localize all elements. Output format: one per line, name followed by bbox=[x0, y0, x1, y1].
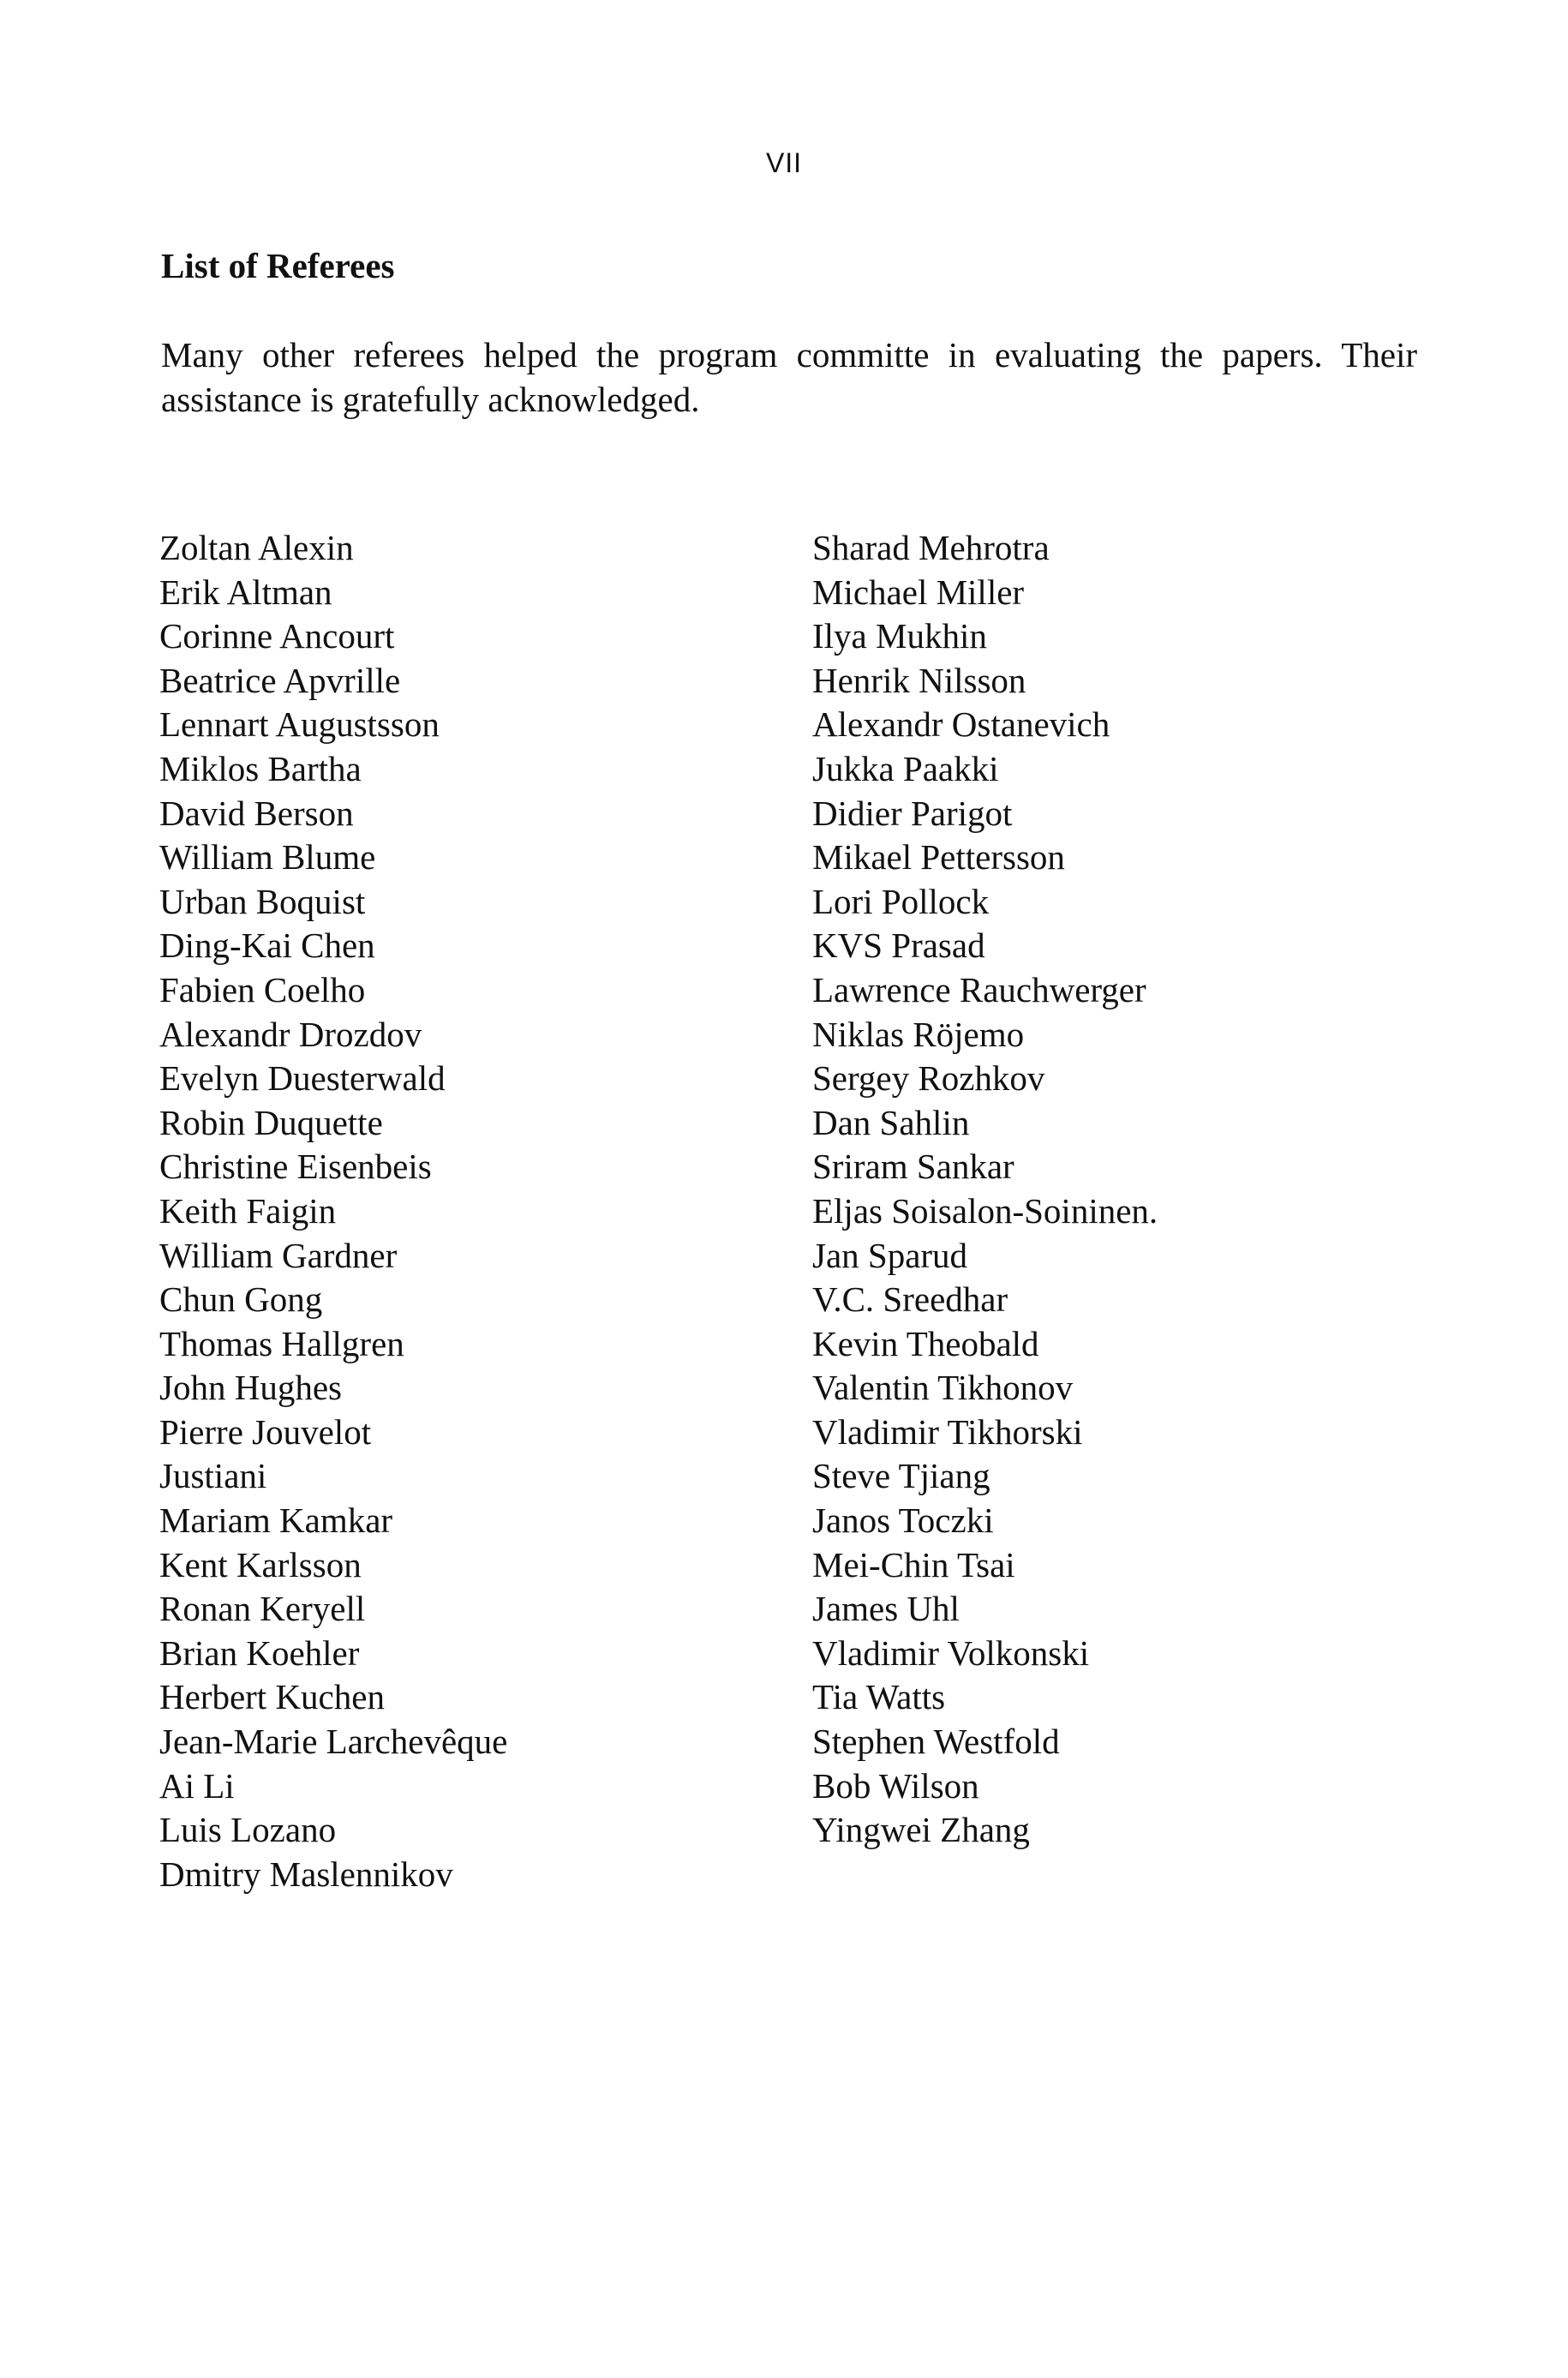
referee-name: Jean-Marie Larchevêque bbox=[159, 1722, 508, 1762]
referee-name: Eljas Soisalon-Soininen. bbox=[812, 1190, 1158, 1231]
referee-name: David Berson bbox=[159, 793, 354, 833]
referee-name: James Uhl bbox=[812, 1589, 960, 1629]
referee-name: V.C. Sreedhar bbox=[812, 1279, 1008, 1320]
referee-name: Chun Gong bbox=[159, 1279, 323, 1320]
referee-name: Keith Faigin bbox=[159, 1190, 337, 1231]
referee-name: Pierre Jouvelot bbox=[159, 1411, 372, 1452]
referee-name: Valentin Tikhonov bbox=[812, 1368, 1074, 1408]
referee-name: Alexandr Drozdov bbox=[159, 1014, 422, 1054]
referee-name: Ai Li bbox=[159, 1765, 235, 1806]
referee-name: Henrik Nilsson bbox=[812, 660, 1026, 700]
referee-name: Fabien Coelho bbox=[159, 969, 366, 1009]
referee-name: Zoltan Alexin bbox=[159, 528, 354, 567]
referee-name: Alexandr Ostanevich bbox=[812, 704, 1110, 745]
referee-name: Yingwei Zhang bbox=[812, 1810, 1030, 1850]
referee-name: Corinne Ancourt bbox=[159, 616, 395, 656]
referee-name: Dan Sahlin bbox=[812, 1102, 970, 1142]
referee-name: William Gardner bbox=[159, 1235, 398, 1275]
referee-name: Justiani bbox=[159, 1456, 267, 1496]
referee-name: Ronan Keryell bbox=[159, 1589, 366, 1629]
referee-name: Sriram Sankar bbox=[812, 1147, 1014, 1187]
referee-name: Michael Miller bbox=[812, 572, 1025, 612]
referee-name: Lawrence Rauchwerger bbox=[812, 969, 1146, 1009]
referee-name: Sergey Rozhkov bbox=[812, 1058, 1045, 1099]
referee-name: Ilya Mukhin bbox=[812, 616, 987, 656]
referee-name: Sharad Mehrotra bbox=[812, 528, 1050, 567]
referee-name: Evelyn Duesterwald bbox=[159, 1058, 446, 1099]
referee-name: Herbert Kuchen bbox=[159, 1677, 385, 1717]
referee-name: Luis Lozano bbox=[159, 1810, 337, 1850]
referee-name: Vladimir Tikhorski bbox=[812, 1411, 1083, 1452]
referee-name: Jan Sparud bbox=[812, 1235, 968, 1275]
referee-name: Kevin Theobald bbox=[812, 1323, 1039, 1363]
referee-name: Lennart Augustsson bbox=[159, 704, 440, 745]
referee-name: Dmitry Maslennikov bbox=[159, 1854, 453, 1894]
referee-name: Kent Karlsson bbox=[159, 1544, 362, 1584]
referee-name: Robin Duquette bbox=[159, 1102, 383, 1142]
referee-name: William Blume bbox=[159, 837, 376, 878]
referee-name: Jukka Paakki bbox=[812, 748, 999, 788]
referee-name: Brian Koehler bbox=[159, 1632, 360, 1673]
referee-name: Christine Eisenbeis bbox=[159, 1147, 432, 1187]
referee-name: Vladimir Volkonski bbox=[812, 1632, 1090, 1673]
referee-name: Tia Watts bbox=[812, 1677, 946, 1717]
referee-name: Ding-Kai Chen bbox=[159, 925, 375, 966]
referee-name: KVS Prasad bbox=[812, 925, 985, 966]
referee-name: Mariam Kamkar bbox=[159, 1500, 393, 1541]
referee-name: Niklas Röjemo bbox=[812, 1014, 1025, 1054]
page-number: VII bbox=[765, 147, 803, 178]
referee-name: Erik Altman bbox=[159, 572, 332, 612]
referee-name: Didier Parigot bbox=[812, 793, 1013, 833]
referee-name: Stephen Westfold bbox=[812, 1722, 1060, 1762]
referee-name: Janos Toczki bbox=[812, 1500, 994, 1541]
referee-name: Steve Tjiang bbox=[812, 1456, 990, 1496]
referee-name: Mei-Chin Tsai bbox=[812, 1544, 1015, 1584]
referee-list-left bbox=[159, 526, 776, 1896]
referee-name: Thomas Hallgren bbox=[159, 1323, 404, 1363]
referee-name: Miklos Bartha bbox=[159, 748, 362, 788]
page-title: List of Referees bbox=[161, 246, 395, 285]
referee-name: Urban Boquist bbox=[159, 881, 366, 921]
referee-name: John Hughes bbox=[159, 1368, 342, 1408]
intro-paragraph: Many other referees helped the program committe in evaluating the papers. Their assistance is gratefully acknowledged. bbox=[161, 335, 1417, 419]
referee-name: Beatrice Apvrille bbox=[159, 660, 401, 700]
referee-name: Mikael Pettersson bbox=[812, 837, 1065, 878]
referee-name: Lori Pollock bbox=[812, 881, 990, 921]
referee-name: Bob Wilson bbox=[812, 1765, 979, 1806]
referee-list-right bbox=[812, 526, 1463, 1853]
